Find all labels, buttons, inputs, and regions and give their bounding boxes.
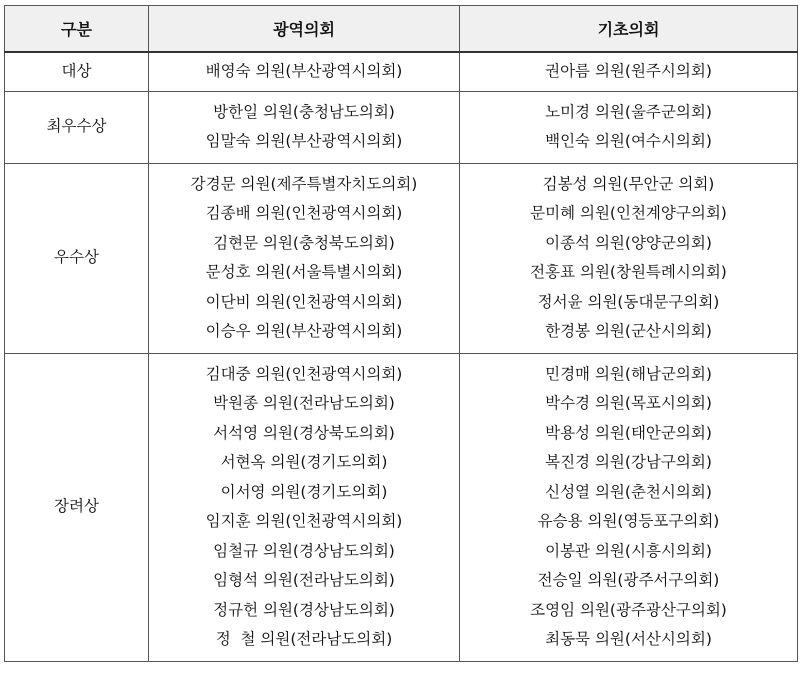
awardee-entry: 김종배 의원(인천광역시의회)	[205, 204, 403, 222]
awardee-entry: 임지훈 의원(인천광역시의회)	[205, 512, 403, 530]
awardee-entry: 민경매 의원(해남군의회)	[545, 364, 712, 383]
awardee-entry: 서석영 의원(경상북도의회)	[213, 423, 395, 442]
awardee-entry: 이승우 의원(부산광역시의회)	[205, 322, 403, 340]
awardee-entry: 서현옥 의원(경기도의회)	[220, 453, 388, 471]
basic-council-cell	[460, 163, 798, 353]
awardee-entry: 이봉관 의원(시흥시의회)	[545, 541, 712, 560]
awardee-entry: 박원종 의원(전라남도의회)	[213, 394, 395, 412]
header-category: 구분	[5, 6, 149, 53]
regional-council-cell	[149, 91, 460, 163]
awardee-entry: 김현문 의원(충청북도의회)	[213, 233, 395, 252]
awardee-entry: 전홍표 의원(창원특례시의회)	[530, 263, 727, 281]
awardee-entry: 정 철 의원(전라남도의회)	[215, 630, 393, 648]
awardee-entry: 이단비 의원(인천광역시의회)	[205, 292, 403, 311]
awardee-entry: 임말숙 의원(부산광역시의회)	[205, 132, 403, 150]
awardee-entry: 이종석 의원(양양군의회)	[545, 233, 712, 252]
awardee-entry: 신성열 의원(춘천시의회)	[545, 482, 712, 501]
awardee-entry: 방한일 의원(충청남도의회)	[213, 102, 395, 121]
awardee-entry: 노미경 의원(울주군의회)	[545, 102, 712, 121]
basic-council-cell	[460, 91, 798, 163]
header-basic: 기초의회	[460, 6, 798, 53]
awardee-entry: 김대중 의원(인천광역시의회)	[205, 364, 403, 383]
table-row	[5, 353, 798, 661]
awardee-entry: 문미혜 의원(인천계양구의회)	[530, 204, 727, 222]
awardee-entry: 최동묵 의원(서산시의회)	[545, 630, 712, 648]
awardee-entry: 박수경 의원(목포시의회)	[545, 394, 712, 412]
awardee-entry: 임형석 의원(전라남도의회)	[213, 571, 395, 589]
awardee-entry: 조영임 의원(광주광산구의회)	[530, 600, 727, 619]
basic-council-cell	[460, 52, 798, 91]
table-row	[5, 91, 798, 163]
awardee-entry: 정서윤 의원(동대문구의회)	[537, 292, 720, 311]
table-row	[5, 163, 798, 353]
awardee-entry: 임철규 의원(경상남도의회)	[213, 541, 395, 560]
awardee-entry: 문성호 의원(서울특별시의회)	[205, 263, 403, 281]
award-category: 대상	[5, 52, 149, 91]
regional-council-cell	[149, 52, 460, 91]
award-category: 최우수상	[5, 91, 149, 163]
award-category: 장려상	[5, 353, 149, 661]
awardee-entry: 배영숙 의원(부산광역시의회)	[205, 62, 403, 80]
awardee-entry: 박용성 의원(태안군의회)	[545, 423, 712, 442]
header-regional: 광역의회	[149, 6, 460, 53]
awardee-entry: 정규헌 의원(경상남도의회)	[213, 600, 395, 619]
header-row	[5, 6, 798, 53]
awardee-entry: 전승일 의원(광주서구의회)	[537, 571, 720, 589]
award-category: 우수상	[5, 163, 149, 353]
awardee-entry: 백인숙 의원(여수시의회)	[545, 132, 712, 150]
regional-council-cell	[149, 353, 460, 661]
awardee-entry: 김봉성 의원(무안군 의회)	[542, 174, 715, 193]
table-row	[5, 52, 798, 91]
awards-table	[4, 5, 798, 662]
awardee-entry: 강경문 의원(제주특별자치도의회)	[190, 174, 418, 193]
basic-council-cell	[460, 353, 798, 661]
awardee-entry: 한경봉 의원(군산시의회)	[545, 322, 712, 340]
awardee-entry: 권아름 의원(원주시의회)	[545, 62, 712, 80]
awardee-entry: 이서영 의원(경기도의회)	[220, 482, 388, 501]
table-body	[5, 52, 798, 661]
regional-council-cell	[149, 163, 460, 353]
awardee-entry: 복진경 의원(강남구의회)	[545, 453, 712, 471]
awardee-entry: 유승용 의원(영등포구의회)	[537, 512, 720, 530]
